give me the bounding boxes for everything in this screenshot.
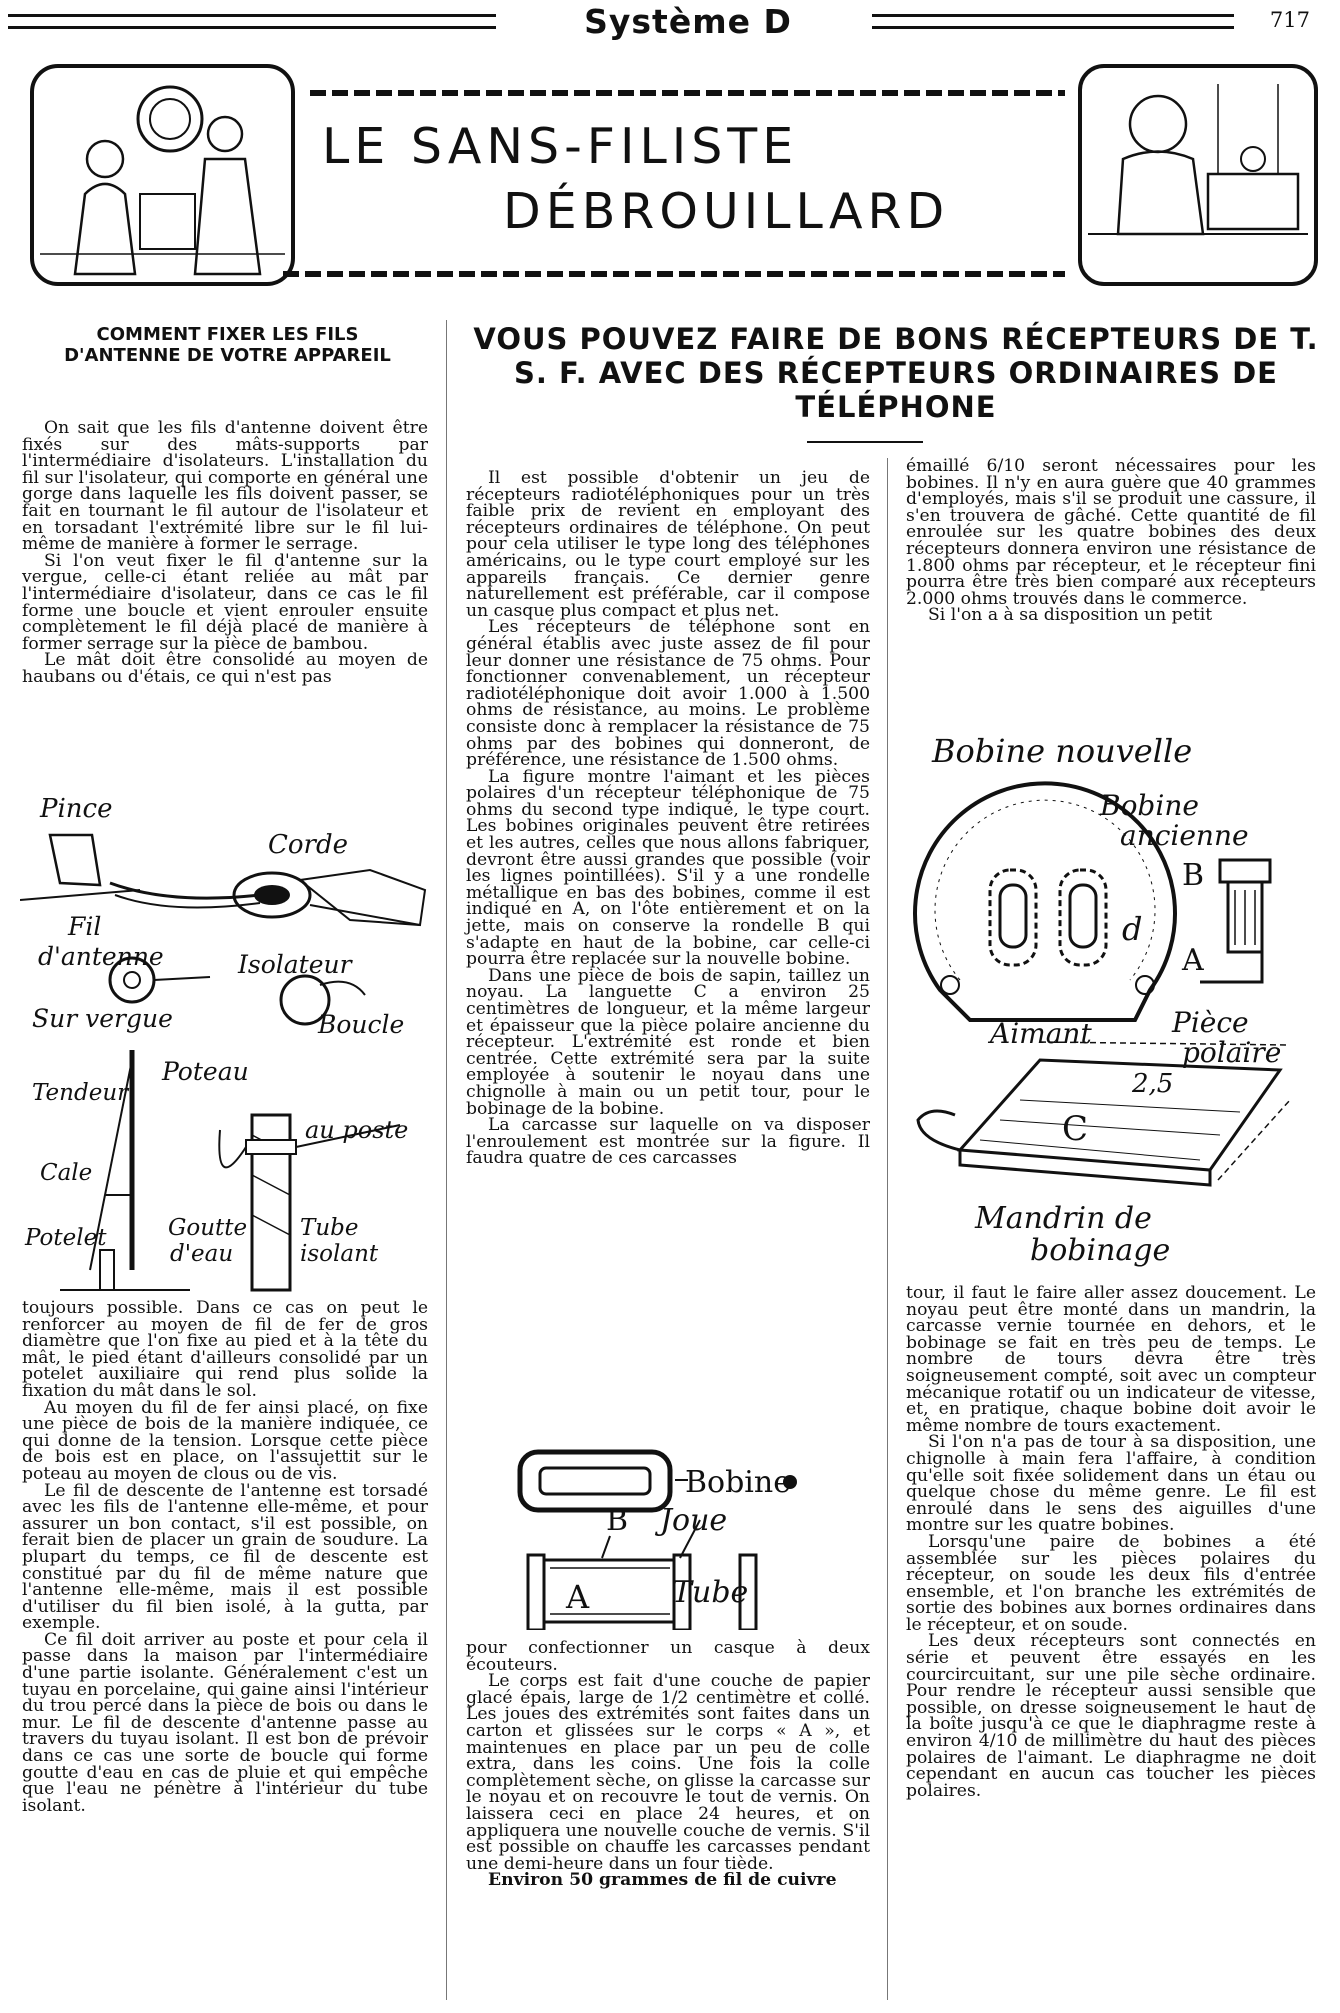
header-rule-right <box>872 14 1234 29</box>
paragraph: Si l'on n'a pas de tour à sa disposition, une chignolle à main fera l'affaire, à condition qu'elle soit fixée solidement dans un étau ou quelque chose du même genre. Le fil est enroulé dans le sens des aiguilles d'une montre sur les quatre bobines. <box>906 1432 1316 1536</box>
paragraph: La figure montre l'aimant et les pièces polaires d'un récepteur téléphonique de 75 ohms du second type indiqué, le type court. Les bobines originales peuvent être retirées et les autres, celles que nous allons fabriquer, devront être aussi grandes que possible (voir les lignes pointillées). S'il y a une rondelle métallique en bas des bobines, comme il est indiqué en A, on l'ôte entièrement et on la jette, mais on conserve la rondelle B qui s'adapte en haut de la bobine, car celle-ci pourra être replacée sur la nouvelle bobine. <box>466 766 870 970</box>
label-d: d <box>1122 910 1143 948</box>
paragraph: On sait que les fils d'antenne doivent être fixés sur des mâts-supports par l'intermédiaire d'isolateurs. L'installation du fil sur l'isolateur, qui comporte en général une gorge dans laquelle les fils doivent passer, se fait en tournant le fil autour de l'isolateur et en torsadant l'extrémité libre sur le fil lui-même de manière à former le serrage. <box>22 418 428 555</box>
label-a: A <box>1182 943 1204 978</box>
antenna-figure <box>20 795 438 1295</box>
paragraph: La carcasse sur laquelle on va disposer l'enroulement est montrée sur la figure. Il faudra quatre de ces carcasses <box>466 1115 870 1169</box>
paragraph: pour confectionner un casque à deux écouteurs. <box>466 1638 870 1675</box>
paragraph: Le fil de descente de l'antenne est torsadé avec les fils de l'antenne elle-même, et pour assurer un bon contact, s'il est possible, on ferait bien de placer un grain de soudure. La plupart du temps, ce fil de descente est constitué par du fil de même nature que l'antenne elle-même, mais il est possible d'utiliser du fil bien isolé, à la gutta, par exemple. <box>22 1480 428 1634</box>
receptor-figure <box>900 720 1320 1275</box>
label-ancienne: ancienne <box>1120 819 1249 852</box>
banner-illustration-left <box>30 64 295 286</box>
label-isolant: isolant <box>300 1241 379 1267</box>
label-bobine: Bobine <box>1100 789 1199 822</box>
label-piece: Pièce <box>1172 1006 1249 1039</box>
label-fil: Fil <box>68 912 102 941</box>
paragraph: tour, il faut le faire aller assez doucement. Le noyau peut être monté dans un mandrin, la carcasse vernie tournée en dehors, et le bobinage se fait en très peu de temps. Le nombre de tours devra être très soigneusement compté, soit avec un compteur mécanique rotatif ou un indicateur de vitesse, et, en pratique, chaque bobine doit avoir le même nombre de tours exactement. <box>906 1283 1316 1436</box>
paragraph: Lorsqu'une paire de bobines a été assemblée sur les pièces polaires du récepteur, on soude les deux fils d'entrée ensemble, et l'on branche les extrémités de sortie des bobines aux bornes ordinaires dans le récepteur, et on soude. <box>906 1531 1316 1635</box>
label-antenne: d'antenne <box>38 942 164 971</box>
label-goutte: Goutte <box>168 1215 248 1241</box>
paragraph: Le mât doit être consolidé au moyen de haubans ou d'étais, ce qui n'est pas <box>22 650 428 687</box>
paragraph: toujours possible. Dans ce cas on peut le renforcer au moyen de fil de fer de gros diamètre que l'on fixe au pied et à la tête du mât, le pied étant d'ailleurs consolidé par un potelet auxiliaire qui rend plus solide la fixation du mât dans le sol. <box>22 1298 428 1401</box>
banner-illustration-right <box>1078 64 1318 286</box>
label-mandrin: Mandrin de <box>975 1201 1152 1236</box>
label-boucle: Boucle <box>318 1010 405 1039</box>
label-poteau: Poteau <box>162 1057 249 1086</box>
paragraph: Il est possible d'obtenir un jeu de récepteurs radiotéléphoniques pour un très faible prix de revient en employant des récepteurs ordinaires de téléphone. On peut pour cela utiliser le type long des téléphones américains, ou le type court employé sur les appareils français. Ce dernier genre naturellement est préférable, car il compose un casque plus compact et plus net. <box>466 468 870 621</box>
banner-title-line2: DÉBROUILLARD <box>503 183 950 240</box>
label-deau: d'eau <box>170 1241 234 1267</box>
label-corde: Corde <box>268 830 349 860</box>
paragraph: émaillé 6/10 seront nécessaires pour les bobines. Il n'y en aura guère que 40 grammes d'employés, mais s'il se produit une cassure, il s'en trouvera de gâché. Cette quantité de fil enroulée sur les quatre bobines des deux récepteurs donnera environ une résistance de 1.800 ohms par récepteur, et le récepteur fini pourra être très bien comparé aux récepteurs 2.000 ohms trouvés dans le commerce. <box>906 456 1316 609</box>
label-polaire: polaire <box>1182 1036 1282 1069</box>
label-au-poste: au poste <box>305 1116 409 1144</box>
label-bobine: Bobine <box>685 1465 791 1500</box>
paragraph: Dans une pièce de bois de sapin, taillez un noyau. La languette C a environ 25 centimètres de longueur, et la même largeur et épaisseur que la pièce polaire ancienne du récepteur. L'extrémité est ronde et bien centrée. Cette extrémité sera par la suite employée à soutenir le noyau dans une chignolle à main ou un petit tour, pour le bobinage de la bobine. <box>466 965 870 1119</box>
left-article-title: COMMENT FIXER LES FILS D'ANTENNE DE VOTRE APPAREIL <box>64 324 391 366</box>
label-c: C <box>1062 1109 1089 1149</box>
banner-title-line1: LE SANS-FILISTE <box>322 118 799 175</box>
label-b: B <box>1182 858 1205 893</box>
left-column-top <box>22 420 428 686</box>
label-bobine-nouvelle: Bobine nouvelle <box>932 732 1193 770</box>
label-bobinage: bobinage <box>1030 1233 1171 1268</box>
banner-dash-top <box>310 90 1065 96</box>
label-joue: Joue <box>660 1503 728 1538</box>
label-tube: Tube <box>672 1575 749 1610</box>
banner-dash-bottom <box>283 271 1065 277</box>
label-a: A <box>566 1578 590 1616</box>
header-rule-left <box>8 14 496 29</box>
right-column-bottom <box>906 1285 1316 1799</box>
paragraph: Environ 50 grammes de fil de cuivre <box>488 1870 837 1891</box>
label-tube: Tube <box>300 1215 359 1241</box>
right-column-top <box>906 458 1316 624</box>
paragraph: Au moyen du fil de fer ainsi placé, on fixe une pièce de bois de la manière indiquée, ce qui donne de la tension. Lorsque cette pièce de bois est en place, on l'assujettit sur le poteau au moyen de clous ou de vis. <box>22 1397 428 1484</box>
column-separator-2 <box>887 458 888 2000</box>
carcasse-figure <box>510 1440 850 1630</box>
label-potelet: Potelet <box>25 1225 107 1251</box>
label-tendeur: Tendeur <box>32 1080 129 1106</box>
middle-column-bottom <box>466 1640 870 1889</box>
main-article-title: VOUS POUVEZ FAIRE DE BONS RÉCEPTEURS DE T. S. F. AVEC DES RÉCEPTEURS ORDINAIRES DE TÉLÉPHONE <box>473 322 1319 424</box>
label-pince: Pince <box>40 795 113 824</box>
label-dim: 2,5 <box>1132 1069 1174 1099</box>
label-b: B <box>606 1503 629 1538</box>
paragraph: Les récepteurs de téléphone sont en général établis avec juste assez de fil pour leur donner une résistance de 75 ohms. Pour fonctionner convenablement, un récepteur radiotéléphonique doit avoir 1.000 à 1.500 ohms de résistance, au moins. Le problème consiste donc à remplacer la résistance de 75 ohms par des bobines qui donneront, de préférence, une résistance de 1.500 ohms. <box>466 617 870 771</box>
paragraph: Les deux récepteurs sont connectés en série et peuvent être essayés en les courcircuitant, sur une pile sèche ordinaire. Pour rendre le récepteur aussi sensible que possible, on dresse soigneusement le haut de la boîte jusqu'à ce que le diaphragme reste à environ 4/10 de millimètre du haut des pièces polaires de l'aimant. Le diaphragme ne doit cependant en aucun cas toucher les pièces polaires. <box>906 1631 1316 1801</box>
label-cale: Cale <box>40 1160 93 1186</box>
paragraph: Si l'on a à sa disposition un petit <box>928 605 1213 626</box>
label-aimant: Aimant <box>990 1017 1092 1050</box>
label-isolateur: Isolateur <box>238 950 352 979</box>
paragraph: Le corps est fait d'une couche de papier glacé épais, large de 1/2 centimètre et collé. Les joues des extrémités sont faites dans un carton et glissées sur le corps « A », et maintenues en place par un peu de colle extra, dans les coins. Une fois la colle complètement sèche, on glisse la carcasse sur le noyau et on recouvre le tout de vernis. On laissera ceci en place 24 heures, et on appliquera une nouvelle couche de vernis. S'il est possible on chauffe les carcasses pendant une demi-heure dans un four tiède. <box>466 1671 870 1874</box>
title-underline <box>807 441 923 443</box>
label-sur-vergue: Sur vergue <box>32 1004 173 1033</box>
magazine-title: Système D <box>584 2 792 41</box>
paragraph: Si l'on veut fixer le fil d'antenne sur la vergue, celle-ci étant reliée au mât par l'intermédiaire d'isolateur, dans ce cas le fil forme une boucle et vient enrouler ensuite complètement le fil déjà placé de manière à former serrage sur la pièce de bambou. <box>22 550 428 654</box>
paragraph: Ce fil doit arriver au poste et pour cela il passe dans la maison par l'intermédiaire d'une partie isolante. Généralement c'est un tuyau en porcelaine, qui gaine ainsi l'intérieur du trou percé dans la pièce de bois ou dans le mur. Le fil de descente d'antenne passe au travers du tuyau isolant. Il est bon de prévoir dans ce cas une sorte de boucle qui forme goutte d'eau en cas de pluie et qui empêche que l'eau ne pénètre à l'intérieur du tube isolant. <box>22 1629 428 1816</box>
page-number: 717 <box>1269 8 1310 32</box>
middle-column-top <box>466 470 870 1167</box>
left-column-bottom <box>22 1300 428 1814</box>
column-separator-1 <box>446 320 447 2000</box>
